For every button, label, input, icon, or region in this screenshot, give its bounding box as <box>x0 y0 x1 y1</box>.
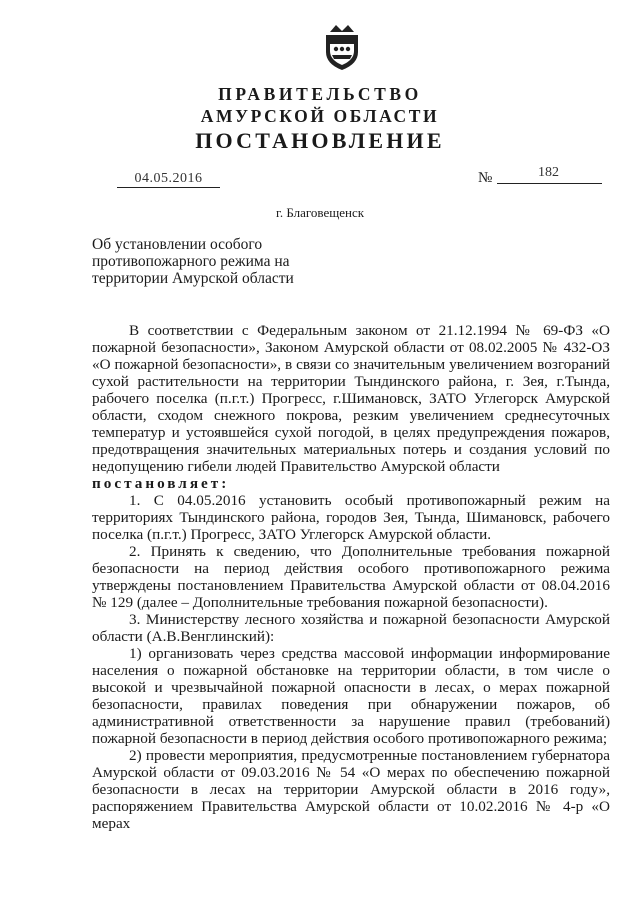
body-line: поселка (п.г.т.) Прогресс, ЗАТО Углегорск Амурской области. <box>92 526 492 543</box>
body-line: области (А.В.Венглинский): <box>92 628 275 645</box>
body-line: 3. Министерству лесного хозяйства и пожарной безопасности Амурской <box>129 611 610 628</box>
body-line: сухой растительности на территории Тындинского района, г. Зея, г.Тында, <box>92 373 610 390</box>
number-underline <box>497 183 602 184</box>
body-line: Амурской области от 09.03.2016 № 54 «О мерах по обеспечению пожарной <box>92 764 610 781</box>
body-line: предотвращения значительных материальных потерь и создания условий по <box>92 441 610 458</box>
resolve-word: постановляет: <box>92 475 230 492</box>
document-subject <box>92 236 342 287</box>
document-type-title: ПОСТАНОВЛЕНИЕ <box>195 128 445 153</box>
city-name: г. Благовещенск <box>275 205 365 220</box>
body-line: безопасности в лесах на территории Амурской области в 2016 году», <box>92 781 610 798</box>
body-line: В соответствии с Федеральным законом от 21.12.1994 № 69-ФЗ «О <box>129 322 610 339</box>
document-number: 182 <box>538 165 559 180</box>
body-line: области, сходом снежного покрова, резким увеличением среднесуточных <box>92 407 610 424</box>
body-line: «О пожарной безопасности», в связи со значительным увеличением возгораний <box>92 356 610 373</box>
subject-line: Об установлении особого <box>92 236 263 253</box>
body-line: температур и устоявшейся сухой погодой, в целях предупреждения пожаров, <box>92 424 610 441</box>
body-line: 1) организовать через средства массовой информации информирование <box>129 645 610 662</box>
subject-line: противопожарного режима на <box>92 253 290 270</box>
body-line: безопасности, правилах поведения при обнаружении пожаров, об <box>92 696 610 713</box>
body-line: высокой и чрезвычайной пожарной опасности в лесах, о мерах пожарной <box>92 679 610 696</box>
government-name-line2: АМУРСКОЙ ОБЛАСТИ <box>200 106 440 126</box>
body-line: безопасности на период действия особого противопожарного режима <box>92 560 610 577</box>
body-line: территориях Тындинского района, городов Зея, Тында, Шимановск, рабочего <box>92 509 610 526</box>
body-line: пожарной безопасности в период действия особого противопожарного режима; <box>92 730 608 747</box>
body-line: населения о пожарной обстановке на территории области, в том числе о <box>92 662 610 679</box>
body-line: пожарной безопасности», Законом Амурской области от 08.02.2005 № 432-ОЗ <box>92 339 610 356</box>
government-name-line1: ПРАВИТЕЛЬСТВО <box>218 84 422 104</box>
body-line: 2) провести мероприятия, предусмотренные постановлением губернатора <box>129 747 610 764</box>
body-line: распоряжением Правительства Амурской области от 10.02.2016 № 4-р «О мерах <box>92 798 610 832</box>
coat-of-arms-icon <box>322 22 362 72</box>
body-line: рабочего поселка (п.г.т.) Прогресс, г.Шимановск, ЗАТО Углегорск Амурской <box>92 390 610 407</box>
body-line: 2. Принять к сведению, что Дополнительные требования пожарной <box>129 543 610 560</box>
body-line: недопущению гибели людей Правительство Амурской области <box>92 458 500 475</box>
document-date: 04.05.2016 <box>117 171 220 188</box>
body-line: административной ответственности за нарушение правил (требований) <box>92 713 610 730</box>
subject-line: территории Амурской области <box>92 270 294 287</box>
body-line: № 129 (далее – Дополнительные требования пожарной безопасности). <box>92 594 548 611</box>
body-line: утверждены постановлением Правительства Амурской области от 08.04.2016 <box>92 577 610 594</box>
document-body <box>92 322 610 832</box>
number-sign: № <box>478 170 493 186</box>
body-line: 1. С 04.05.2016 установить особый противопожарный режим на <box>129 492 610 509</box>
